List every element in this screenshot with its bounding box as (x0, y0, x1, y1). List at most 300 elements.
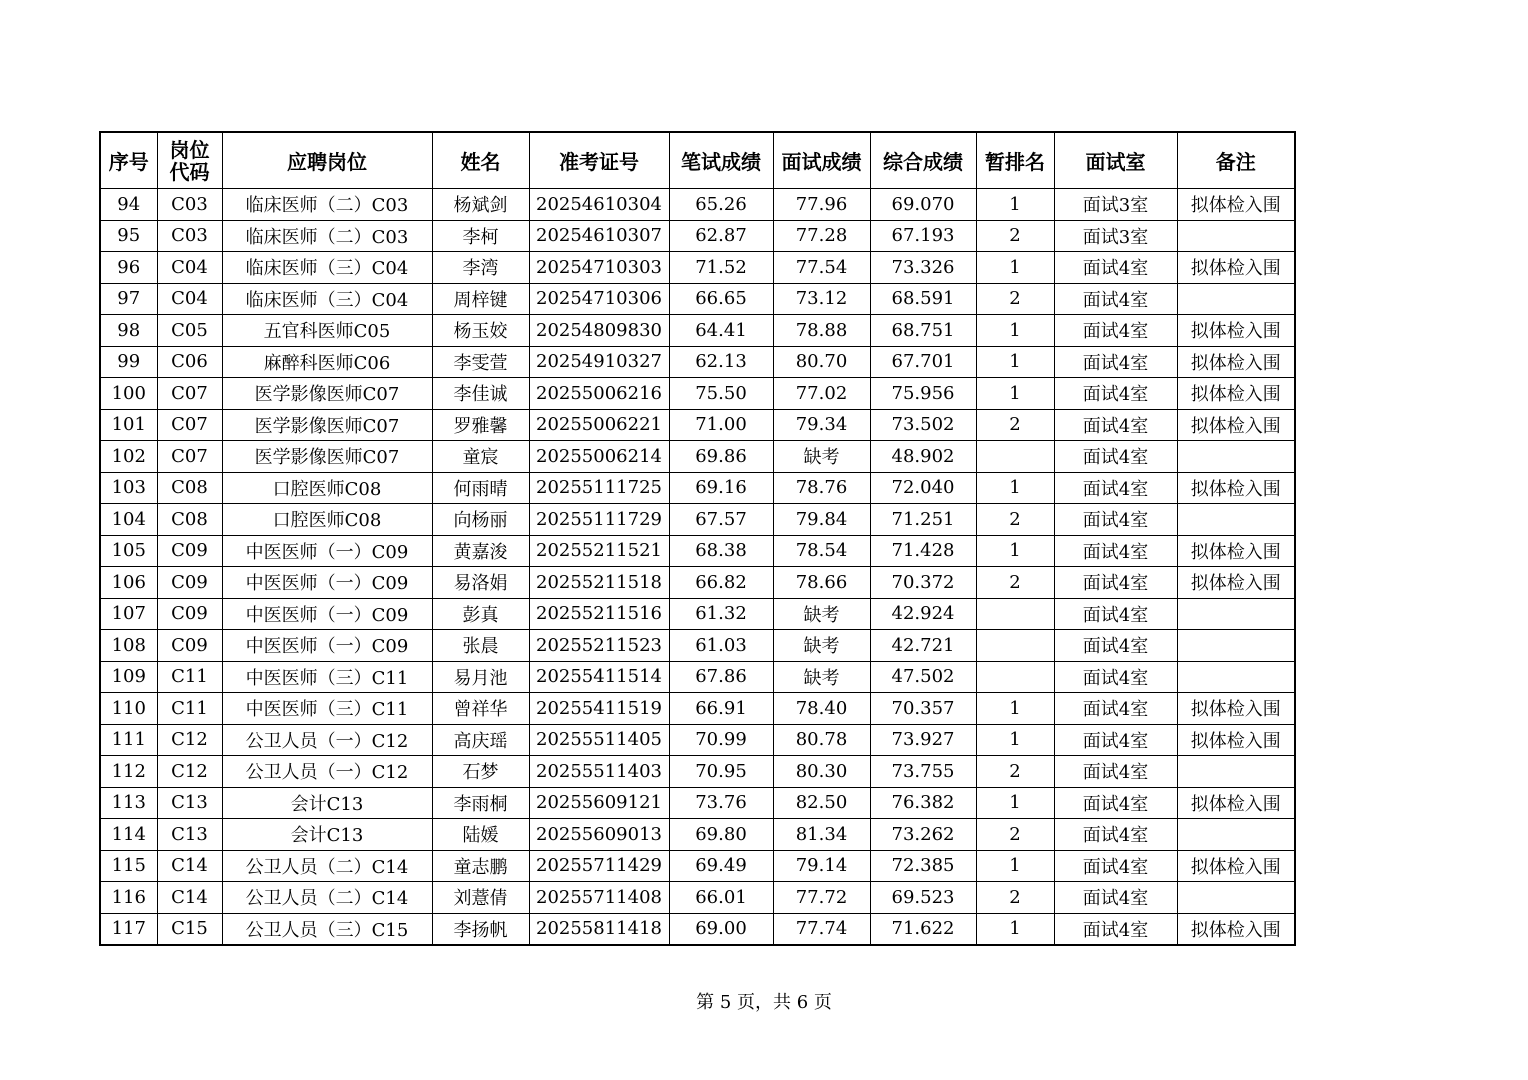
cell-total-score: 73.502 (870, 409, 976, 441)
cell-interview-score: 77.96 (773, 189, 870, 221)
cell-name: 向杨丽 (432, 504, 529, 536)
cell-interview-score: 缺考 (773, 630, 870, 662)
cell-interview-room: 面试4室 (1054, 756, 1177, 788)
cell-written-score: 68.38 (669, 535, 773, 567)
cell-ticket-number: 20255111725 (529, 472, 669, 504)
cell-serial: 95 (100, 220, 157, 252)
cell-written-score: 65.26 (669, 189, 773, 221)
cell-total-score: 72.385 (870, 850, 976, 882)
cell-rank: 2 (976, 819, 1054, 851)
cell-serial: 104 (100, 504, 157, 536)
cell-name: 童宸 (432, 441, 529, 473)
cell-interview-score: 78.76 (773, 472, 870, 504)
cell-interview-room: 面试4室 (1054, 472, 1177, 504)
cell-post-code: C09 (157, 567, 222, 599)
cell-serial: 99 (100, 346, 157, 378)
table-row (100, 819, 1295, 851)
cell-name: 彭真 (432, 598, 529, 630)
cell-ticket-number: 20255211521 (529, 535, 669, 567)
cell-position: 中医医师（一）C09 (222, 567, 432, 599)
cell-rank: 2 (976, 409, 1054, 441)
cell-interview-score: 79.14 (773, 850, 870, 882)
cell-position: 公卫人员（二）C14 (222, 882, 432, 914)
cell-position: 会计C13 (222, 787, 432, 819)
cell-remark: 拟体检入围 (1177, 378, 1295, 410)
cell-serial: 100 (100, 378, 157, 410)
table-row (100, 693, 1295, 725)
cell-total-score: 68.591 (870, 283, 976, 315)
cell-serial: 98 (100, 315, 157, 347)
cell-post-code: C13 (157, 787, 222, 819)
cell-interview-score: 80.70 (773, 346, 870, 378)
cell-total-score: 68.751 (870, 315, 976, 347)
cell-rank (976, 598, 1054, 630)
table-row (100, 913, 1295, 945)
cell-serial: 97 (100, 283, 157, 315)
cell-written-score: 66.82 (669, 567, 773, 599)
header-cell-total-score: 综合成绩 (870, 132, 976, 189)
cell-total-score: 42.924 (870, 598, 976, 630)
cell-interview-score: 80.30 (773, 756, 870, 788)
cell-rank: 1 (976, 252, 1054, 284)
cell-remark (1177, 819, 1295, 851)
cell-remark: 拟体检入围 (1177, 724, 1295, 756)
cell-name: 李雯萱 (432, 346, 529, 378)
cell-written-score: 62.13 (669, 346, 773, 378)
cell-post-code: C09 (157, 535, 222, 567)
table-row (100, 283, 1295, 315)
cell-serial: 111 (100, 724, 157, 756)
cell-remark (1177, 504, 1295, 536)
cell-remark: 拟体检入围 (1177, 346, 1295, 378)
cell-rank: 1 (976, 535, 1054, 567)
cell-post-code: C04 (157, 283, 222, 315)
cell-post-code: C12 (157, 756, 222, 788)
cell-post-code: C09 (157, 630, 222, 662)
cell-position: 中医医师（三）C11 (222, 693, 432, 725)
cell-interview-score: 82.50 (773, 787, 870, 819)
cell-position: 中医医师（三）C11 (222, 661, 432, 693)
cell-total-score: 72.040 (870, 472, 976, 504)
cell-rank: 1 (976, 315, 1054, 347)
cell-interview-room: 面试4室 (1054, 724, 1177, 756)
cell-rank: 1 (976, 724, 1054, 756)
cell-interview-room: 面试4室 (1054, 283, 1177, 315)
cell-remark: 拟体检入围 (1177, 409, 1295, 441)
cell-name: 李佳诚 (432, 378, 529, 410)
cell-total-score: 69.070 (870, 189, 976, 221)
cell-name: 曾祥华 (432, 693, 529, 725)
cell-rank: 1 (976, 787, 1054, 819)
cell-written-score: 62.87 (669, 220, 773, 252)
cell-interview-room: 面试4室 (1054, 409, 1177, 441)
cell-position: 医学影像医师C07 (222, 409, 432, 441)
cell-interview-score: 77.54 (773, 252, 870, 284)
cell-ticket-number: 20255006221 (529, 409, 669, 441)
cell-rank: 1 (976, 693, 1054, 725)
table-row (100, 882, 1295, 914)
cell-rank: 2 (976, 283, 1054, 315)
header-cell-interview-score: 面试成绩 (773, 132, 870, 189)
cell-name: 杨斌剑 (432, 189, 529, 221)
header-cell-remark: 备注 (1177, 132, 1295, 189)
cell-rank: 1 (976, 346, 1054, 378)
cell-interview-room: 面试4室 (1054, 315, 1177, 347)
table-row (100, 787, 1295, 819)
cell-rank: 2 (976, 504, 1054, 536)
cell-interview-room: 面试4室 (1054, 378, 1177, 410)
cell-position: 医学影像医师C07 (222, 441, 432, 473)
cell-serial: 117 (100, 913, 157, 945)
cell-interview-score: 78.66 (773, 567, 870, 599)
table-row (100, 756, 1295, 788)
cell-total-score: 48.902 (870, 441, 976, 473)
table-row (100, 661, 1295, 693)
cell-total-score: 73.326 (870, 252, 976, 284)
page-number: 第 5 页，共 6 页 (696, 992, 832, 1013)
cell-ticket-number: 20254910327 (529, 346, 669, 378)
cell-total-score: 76.382 (870, 787, 976, 819)
cell-total-score: 71.428 (870, 535, 976, 567)
cell-interview-room: 面试4室 (1054, 850, 1177, 882)
cell-serial: 96 (100, 252, 157, 284)
cell-remark (1177, 661, 1295, 693)
cell-interview-score: 79.84 (773, 504, 870, 536)
cell-rank (976, 661, 1054, 693)
cell-written-score: 69.49 (669, 850, 773, 882)
cell-written-score: 71.52 (669, 252, 773, 284)
cell-interview-score: 78.88 (773, 315, 870, 347)
cell-remark: 拟体检入围 (1177, 472, 1295, 504)
cell-name: 陆媛 (432, 819, 529, 851)
cell-post-code: C15 (157, 913, 222, 945)
cell-interview-room: 面试4室 (1054, 661, 1177, 693)
cell-total-score: 42.721 (870, 630, 976, 662)
header-cell-post-code: 岗位代码 (157, 132, 222, 189)
cell-total-score: 47.502 (870, 661, 976, 693)
cell-total-score: 67.193 (870, 220, 976, 252)
cell-interview-room: 面试4室 (1054, 504, 1177, 536)
cell-position: 五官科医师C05 (222, 315, 432, 347)
cell-post-code: C03 (157, 220, 222, 252)
header-cell-interview-room: 面试室 (1054, 132, 1177, 189)
table-row (100, 850, 1295, 882)
table-row (100, 189, 1295, 221)
cell-rank: 1 (976, 472, 1054, 504)
cell-position: 麻醉科医师C06 (222, 346, 432, 378)
cell-post-code: C08 (157, 472, 222, 504)
table-row (100, 409, 1295, 441)
cell-post-code: C04 (157, 252, 222, 284)
cell-written-score: 67.86 (669, 661, 773, 693)
cell-ticket-number: 20255609013 (529, 819, 669, 851)
cell-interview-room: 面试4室 (1054, 567, 1177, 599)
cell-interview-room: 面试4室 (1054, 535, 1177, 567)
cell-ticket-number: 20255211523 (529, 630, 669, 662)
cell-interview-room: 面试4室 (1054, 693, 1177, 725)
cell-rank: 2 (976, 756, 1054, 788)
cell-written-score: 71.00 (669, 409, 773, 441)
cell-rank: 1 (976, 378, 1054, 410)
cell-post-code: C09 (157, 598, 222, 630)
cell-post-code: C05 (157, 315, 222, 347)
cell-post-code: C13 (157, 819, 222, 851)
table-row (100, 535, 1295, 567)
cell-position: 中医医师（一）C09 (222, 630, 432, 662)
cell-name: 易洛娟 (432, 567, 529, 599)
cell-post-code: C07 (157, 409, 222, 441)
table-row (100, 252, 1295, 284)
cell-interview-score: 77.02 (773, 378, 870, 410)
cell-rank (976, 441, 1054, 473)
cell-interview-room: 面试4室 (1054, 598, 1177, 630)
cell-written-score: 67.57 (669, 504, 773, 536)
cell-rank: 2 (976, 882, 1054, 914)
cell-interview-room: 面试4室 (1054, 252, 1177, 284)
cell-remark: 拟体检入围 (1177, 850, 1295, 882)
header-cell-ticket-number: 准考证号 (529, 132, 669, 189)
cell-interview-score: 缺考 (773, 661, 870, 693)
cell-position: 中医医师（一）C09 (222, 535, 432, 567)
cell-name: 刘薏倩 (432, 882, 529, 914)
table-row (100, 346, 1295, 378)
cell-total-score: 71.251 (870, 504, 976, 536)
cell-written-score: 66.01 (669, 882, 773, 914)
cell-interview-score: 77.72 (773, 882, 870, 914)
cell-total-score: 73.755 (870, 756, 976, 788)
cell-position: 公卫人员（一）C12 (222, 756, 432, 788)
cell-remark (1177, 283, 1295, 315)
cell-interview-room: 面试4室 (1054, 882, 1177, 914)
header-cell-name: 姓名 (432, 132, 529, 189)
score-table (99, 131, 1296, 946)
cell-total-score: 69.523 (870, 882, 976, 914)
cell-written-score: 69.00 (669, 913, 773, 945)
cell-serial: 112 (100, 756, 157, 788)
cell-position: 公卫人员（一）C12 (222, 724, 432, 756)
cell-serial: 109 (100, 661, 157, 693)
table-row (100, 441, 1295, 473)
cell-rank: 2 (976, 220, 1054, 252)
cell-interview-room: 面试4室 (1054, 630, 1177, 662)
cell-total-score: 67.701 (870, 346, 976, 378)
cell-interview-score: 79.34 (773, 409, 870, 441)
cell-serial: 116 (100, 882, 157, 914)
cell-position: 临床医师（三）C04 (222, 283, 432, 315)
cell-serial: 115 (100, 850, 157, 882)
cell-interview-score: 缺考 (773, 598, 870, 630)
cell-ticket-number: 20255111729 (529, 504, 669, 536)
cell-serial: 102 (100, 441, 157, 473)
cell-interview-score: 78.40 (773, 693, 870, 725)
cell-rank: 1 (976, 913, 1054, 945)
cell-total-score: 73.927 (870, 724, 976, 756)
cell-written-score: 61.03 (669, 630, 773, 662)
cell-position: 公卫人员（三）C15 (222, 913, 432, 945)
cell-position: 中医医师（一）C09 (222, 598, 432, 630)
cell-interview-score: 80.78 (773, 724, 870, 756)
cell-written-score: 69.80 (669, 819, 773, 851)
cell-position: 临床医师（二）C03 (222, 189, 432, 221)
cell-ticket-number: 20254610307 (529, 220, 669, 252)
cell-name: 李扬帆 (432, 913, 529, 945)
cell-interview-score: 81.34 (773, 819, 870, 851)
cell-interview-score: 77.74 (773, 913, 870, 945)
table-row (100, 472, 1295, 504)
cell-interview-room: 面试4室 (1054, 819, 1177, 851)
cell-interview-room: 面试4室 (1054, 441, 1177, 473)
cell-post-code: C14 (157, 882, 222, 914)
cell-interview-score: 77.28 (773, 220, 870, 252)
cell-name: 李雨桐 (432, 787, 529, 819)
header-cell-rank: 暂排名 (976, 132, 1054, 189)
cell-ticket-number: 20255411519 (529, 693, 669, 725)
cell-remark: 拟体检入围 (1177, 535, 1295, 567)
cell-total-score: 75.956 (870, 378, 976, 410)
cell-interview-room: 面试4室 (1054, 913, 1177, 945)
cell-serial: 110 (100, 693, 157, 725)
cell-post-code: C08 (157, 504, 222, 536)
cell-remark: 拟体检入围 (1177, 189, 1295, 221)
table-row (100, 598, 1295, 630)
cell-serial: 106 (100, 567, 157, 599)
cell-remark (1177, 756, 1295, 788)
cell-written-score: 66.91 (669, 693, 773, 725)
cell-post-code: C06 (157, 346, 222, 378)
cell-ticket-number: 20255211516 (529, 598, 669, 630)
cell-ticket-number: 20255711408 (529, 882, 669, 914)
table-row (100, 724, 1295, 756)
cell-position: 公卫人员（二）C14 (222, 850, 432, 882)
cell-remark: 拟体检入围 (1177, 913, 1295, 945)
table-row (100, 567, 1295, 599)
cell-ticket-number: 20254710303 (529, 252, 669, 284)
cell-remark: 拟体检入围 (1177, 315, 1295, 347)
cell-remark (1177, 220, 1295, 252)
cell-written-score: 64.41 (669, 315, 773, 347)
cell-ticket-number: 20255511403 (529, 756, 669, 788)
cell-serial: 113 (100, 787, 157, 819)
table-row (100, 315, 1295, 347)
cell-serial: 103 (100, 472, 157, 504)
cell-interview-score: 73.12 (773, 283, 870, 315)
cell-ticket-number: 20255411514 (529, 661, 669, 693)
cell-ticket-number: 20255609121 (529, 787, 669, 819)
cell-post-code: C07 (157, 441, 222, 473)
cell-position: 临床医师（二）C03 (222, 220, 432, 252)
cell-ticket-number: 20254610304 (529, 189, 669, 221)
cell-rank: 1 (976, 189, 1054, 221)
cell-post-code: C11 (157, 693, 222, 725)
cell-serial: 101 (100, 409, 157, 441)
cell-interview-room: 面试4室 (1054, 346, 1177, 378)
cell-rank: 2 (976, 567, 1054, 599)
cell-serial: 114 (100, 819, 157, 851)
cell-remark: 拟体检入围 (1177, 252, 1295, 284)
cell-name: 杨玉姣 (432, 315, 529, 347)
table-row (100, 220, 1295, 252)
cell-written-score: 69.16 (669, 472, 773, 504)
table-body (100, 189, 1295, 946)
cell-name: 石梦 (432, 756, 529, 788)
cell-position: 临床医师（三）C04 (222, 252, 432, 284)
cell-post-code: C12 (157, 724, 222, 756)
cell-position: 口腔医师C08 (222, 504, 432, 536)
cell-name: 童志鹏 (432, 850, 529, 882)
cell-remark (1177, 598, 1295, 630)
cell-position: 医学影像医师C07 (222, 378, 432, 410)
cell-post-code: C14 (157, 850, 222, 882)
cell-interview-score: 缺考 (773, 441, 870, 473)
cell-written-score: 70.95 (669, 756, 773, 788)
cell-total-score: 71.622 (870, 913, 976, 945)
cell-written-score: 73.76 (669, 787, 773, 819)
cell-total-score: 73.262 (870, 819, 976, 851)
cell-written-score: 69.86 (669, 441, 773, 473)
cell-serial: 108 (100, 630, 157, 662)
cell-rank: 1 (976, 850, 1054, 882)
cell-remark: 拟体检入围 (1177, 787, 1295, 819)
cell-remark (1177, 630, 1295, 662)
cell-post-code: C03 (157, 189, 222, 221)
cell-position: 口腔医师C08 (222, 472, 432, 504)
cell-ticket-number: 20255711429 (529, 850, 669, 882)
cell-name: 黄嘉浚 (432, 535, 529, 567)
cell-ticket-number: 20254710306 (529, 283, 669, 315)
header-row (100, 132, 1295, 189)
cell-total-score: 70.372 (870, 567, 976, 599)
cell-written-score: 75.50 (669, 378, 773, 410)
cell-written-score: 70.99 (669, 724, 773, 756)
cell-ticket-number: 20255511405 (529, 724, 669, 756)
cell-interview-room: 面试3室 (1054, 220, 1177, 252)
cell-serial: 94 (100, 189, 157, 221)
cell-ticket-number: 20255006216 (529, 378, 669, 410)
header-cell-position: 应聘岗位 (222, 132, 432, 189)
cell-remark (1177, 441, 1295, 473)
cell-name: 周梓键 (432, 283, 529, 315)
cell-rank (976, 630, 1054, 662)
cell-name: 高庆瑶 (432, 724, 529, 756)
cell-remark: 拟体检入围 (1177, 567, 1295, 599)
cell-ticket-number: 20255211518 (529, 567, 669, 599)
cell-serial: 105 (100, 535, 157, 567)
cell-remark (1177, 882, 1295, 914)
cell-serial: 107 (100, 598, 157, 630)
cell-ticket-number: 20255006214 (529, 441, 669, 473)
cell-ticket-number: 20254809830 (529, 315, 669, 347)
table-row (100, 378, 1295, 410)
cell-name: 罗雅馨 (432, 409, 529, 441)
cell-written-score: 61.32 (669, 598, 773, 630)
cell-interview-score: 78.54 (773, 535, 870, 567)
cell-position: 会计C13 (222, 819, 432, 851)
cell-written-score: 66.65 (669, 283, 773, 315)
cell-total-score: 70.357 (870, 693, 976, 725)
header-cell-written-score: 笔试成绩 (669, 132, 773, 189)
cell-name: 李湾 (432, 252, 529, 284)
cell-post-code: C11 (157, 661, 222, 693)
table-row (100, 630, 1295, 662)
cell-name: 何雨晴 (432, 472, 529, 504)
cell-name: 李柯 (432, 220, 529, 252)
cell-remark: 拟体检入围 (1177, 693, 1295, 725)
header-cell-serial: 序号 (100, 132, 157, 189)
cell-post-code: C07 (157, 378, 222, 410)
cell-name: 易月池 (432, 661, 529, 693)
cell-interview-room: 面试3室 (1054, 189, 1177, 221)
cell-name: 张晨 (432, 630, 529, 662)
